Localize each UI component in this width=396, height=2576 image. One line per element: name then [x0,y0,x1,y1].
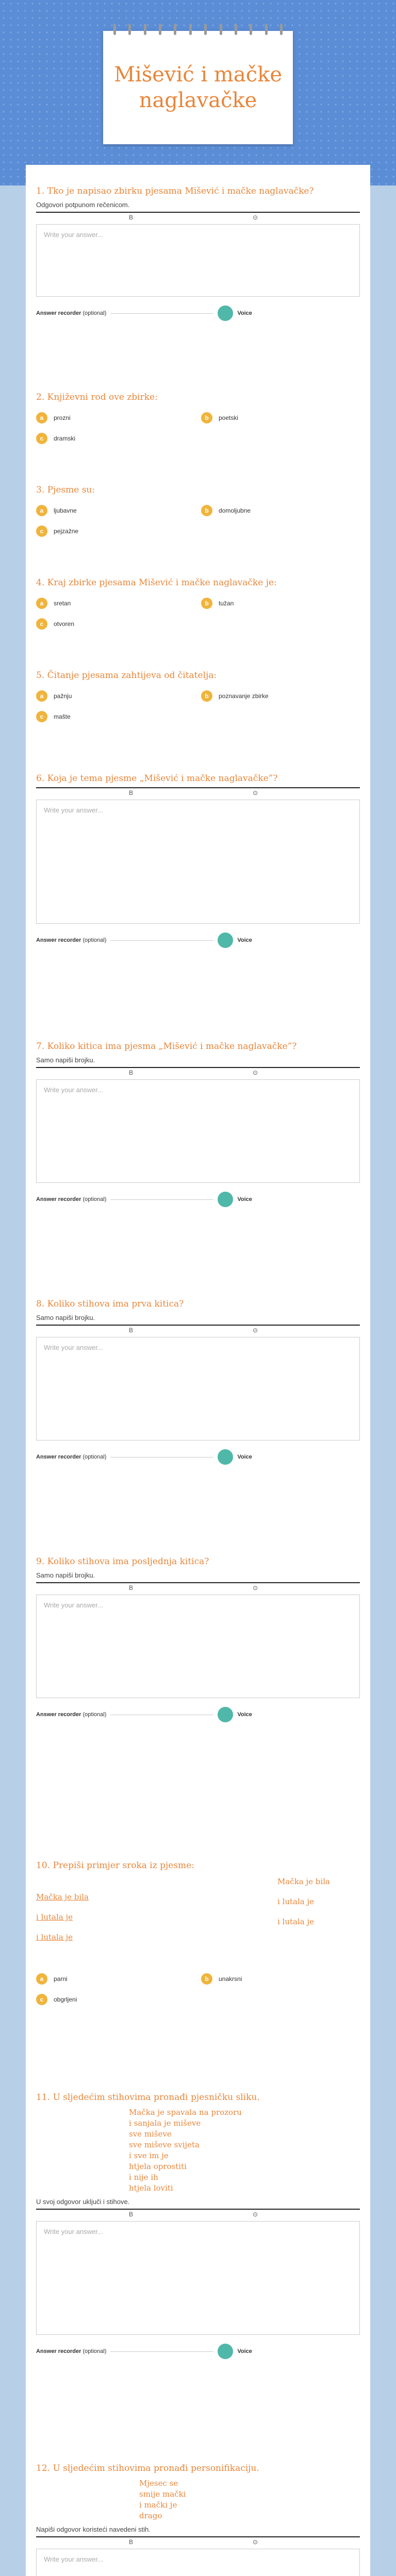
choice-label: mašte [54,713,71,720]
question-hint: Odgovori potpunom rečenicom. [36,201,130,209]
choice-label: ljubavne [54,507,77,514]
answer-textarea[interactable]: Write your answer... [36,2549,360,2576]
question-title: 9. Koliko stihova ima posljednja kitica? [36,1556,209,1567]
question-title: 2. Književni rod ove zbirke: [36,392,158,402]
question-title: 6. Koja je tema pjesme „Mišević i mačke naglavačke”? [36,773,278,784]
recorder-label: Answer recorder [36,1711,81,1718]
question-title: 11. U sljedećim stihovima pronađi pjesničku sliku. [36,2092,260,2103]
divider [110,2351,213,2352]
choice-a[interactable] [36,1972,68,1986]
choice-b[interactable] [201,689,269,703]
format-button[interactable]: ⊙ [253,1069,258,1076]
recorder-label: Answer recorder [36,937,81,943]
bold-button[interactable]: B [129,1069,134,1076]
poem-line: sve miševe [129,2129,172,2139]
voice-label: Voice [237,1454,252,1460]
choice-letter: a [36,690,47,702]
binder-ring [204,24,207,35]
mic-icon[interactable] [218,933,233,948]
bold-button[interactable]: B [129,214,134,221]
binder-ring [189,24,192,35]
binder-ring [144,24,146,35]
choice-letter: a [36,505,47,516]
choice-c[interactable] [36,710,71,723]
choice-letter: a [36,1973,47,1985]
poem-line: Mačka je bila [277,1877,330,1886]
choice-letter: c [36,711,47,722]
format-button[interactable]: ⊙ [253,789,258,796]
choice-letter: c [36,526,47,537]
editor-toolbar [36,787,360,800]
answer-recorder [36,931,360,950]
poem-line: smije mački [139,2489,186,2499]
choice-c[interactable] [36,432,75,445]
answer-recorder [36,1448,360,1466]
choice-label: domoljubne [219,507,251,514]
binder-ring [159,24,161,35]
choice-letter: a [36,412,47,423]
bold-button[interactable]: B [129,789,134,796]
question-title: 8. Koliko stihova ima prva kitica? [36,1299,184,1309]
choice-label: poetski [219,414,239,421]
mic-icon[interactable] [218,1449,233,1465]
binder-rings [113,24,283,36]
poem-line: htjela loviti [129,2183,173,2193]
question-3 [36,484,360,545]
binder-ring [128,24,131,35]
bold-button[interactable]: B [129,1584,134,1591]
question-11 [36,2092,360,2361]
binder-ring [280,24,283,35]
choice-label: parni [54,1975,68,1982]
editor-toolbar [36,212,360,225]
voice-label: Voice [237,310,252,316]
recorder-label: Answer recorder [36,1196,81,1202]
page-title: Mišević i mačke naglavačke [113,63,283,112]
divider [110,940,213,941]
divider [110,1199,213,1200]
choice-letter: b [201,690,212,702]
question-hint: Napiši odgovor koristeći navedeni stih. [36,2526,151,2533]
poem-link[interactable]: i lutala je [36,1912,73,1922]
poem-line: i lutala je [277,1897,315,1906]
voice-label: Voice [237,2348,252,2354]
format-button[interactable]: ⊙ [253,1584,258,1591]
recorder-optional: (optional) [82,1454,107,1460]
poem-line: i nije ih [129,2173,158,2182]
recorder-label: Answer recorder [36,1454,81,1460]
choice-a[interactable] [36,689,72,703]
choice-label: tužan [219,600,234,607]
divider [110,313,213,314]
choice-label: dramski [54,435,76,442]
choice-letter: b [201,598,212,609]
recorder-optional: (optional) [82,1196,107,1202]
question-2 [36,392,360,452]
answer-textarea[interactable]: Write your answer... [36,1337,360,1440]
question-5 [36,670,360,731]
mic-icon[interactable] [218,306,233,321]
poem-link[interactable]: i lutala je [36,1933,73,1942]
answer-recorder [36,304,360,323]
editor-toolbar [36,1067,360,1080]
editor-toolbar [36,2209,360,2222]
choice-c[interactable] [36,617,74,631]
format-button[interactable]: ⊙ [253,214,258,221]
choice-label: otvoren [54,620,75,628]
answer-recorder [36,2342,360,2361]
question-12 [36,2463,360,2576]
poem-line: htjela oprostiti [129,2162,187,2171]
choice-label: unakrsni [219,1975,242,1982]
poem-line: i lutala je [277,1917,315,1926]
choice-a[interactable] [36,504,77,517]
editor-toolbar [36,1325,360,1337]
choice-label: poznavanje zbirke [219,692,269,700]
editor-toolbar [36,1582,360,1595]
binder-ring [265,24,268,35]
choice-c[interactable] [36,524,78,538]
poem-line: Mjesec se [139,2479,178,2488]
choice-b[interactable] [201,411,238,425]
choice-a[interactable] [36,411,71,425]
poem [139,2478,360,2521]
choice-label: pažnju [54,692,72,700]
poem-line: i mački je [139,2500,177,2510]
poem [129,2107,360,2194]
mic-icon[interactable] [218,1707,233,1722]
title-card [103,31,293,144]
question-8 [36,1298,360,1466]
choice-c[interactable] [36,1993,77,2006]
worksheet [26,165,370,2576]
choice-letter: b [201,1973,212,1985]
recorder-optional: (optional) [82,2348,107,2354]
choice-letter: c [36,618,47,630]
binder-ring [174,24,176,35]
recorder-optional: (optional) [82,1711,107,1718]
answer-recorder [36,1190,360,1209]
question-1 [36,185,360,323]
question-hint: U svoj odgovor uključi i stihove. [36,2198,130,2206]
format-button[interactable]: ⊙ [253,2211,258,2218]
divider [110,1457,213,1458]
answer-textarea[interactable]: Write your answer... [36,800,360,924]
recorder-label: Answer recorder [36,310,81,316]
question-9 [36,1556,360,1724]
question-title: 7. Koliko kitica ima pjesma „Mišević i mačke naglavačke”? [36,1041,297,1052]
format-button[interactable]: ⊙ [253,2538,258,2546]
question-hint: Samo napiši brojku. [36,1056,95,1064]
question-10 [36,1860,360,2013]
voice-label: Voice [237,937,252,943]
answer-textarea[interactable]: Write your answer... [36,225,360,297]
question-title: 5. Čitanje pjesama zahtijeva od čitatelja: [36,670,217,681]
binder-ring [113,24,116,35]
voice-label: Voice [237,1711,252,1718]
binder-ring [235,24,237,35]
answer-textarea[interactable]: Write your answer... [36,1080,360,1183]
poem-line: sve miševe svijeta [129,2140,200,2149]
bold-button[interactable]: B [129,1327,134,1334]
choice-b[interactable] [201,597,234,610]
choice-letter: b [201,505,212,516]
question-7 [36,1041,360,1209]
choice-a[interactable] [36,597,71,610]
mic-icon[interactable] [218,1192,233,1207]
question-title: 12. U sljedećim stihovima pronađi personifikaciju. [36,2463,259,2473]
bold-button[interactable]: B [129,2211,134,2218]
choice-letter: b [201,412,212,423]
question-title: 3. Pjesme su: [36,485,95,495]
choice-b[interactable] [201,1972,242,1986]
poem-line: drago [139,2511,162,2520]
answer-textarea[interactable]: Write your answer... [36,2222,360,2335]
bold-button[interactable]: B [129,2538,134,2546]
answer-textarea[interactable]: Write your answer... [36,1595,360,1698]
question-title: 4. Kraj zbirke pjesama Mišević i mačke naglavačke je: [36,578,277,588]
question-6 [36,773,360,950]
format-button[interactable]: ⊙ [253,1327,258,1334]
choice-label: sretan [54,600,71,607]
question-hint: Samo napiši brojku. [36,1571,95,1579]
question-title: 10. Prepiši primjer sroka iz pjesme: [36,1860,194,1871]
choice-letter: a [36,598,47,609]
editor-toolbar [36,2536,360,2549]
choice-b[interactable] [201,504,251,517]
poem-line: Mačka je spavala na prozoru [129,2108,242,2117]
poem-link[interactable]: Mačka je bila [36,1892,89,1902]
choice-label: prozni [54,414,71,421]
choice-letter: c [36,433,47,444]
choice-label: pejzažne [54,528,79,535]
recorder-label: Answer recorder [36,2348,81,2354]
choice-label: obgrljeni [54,1996,77,2003]
poem-line: i sanjala je miševe [129,2119,201,2128]
voice-label: Voice [237,1196,252,1202]
question-hint: Samo napiši brojku. [36,1314,95,1321]
mic-icon[interactable] [218,2344,233,2359]
binder-ring [220,24,222,35]
recorder-optional: (optional) [82,310,107,316]
choice-letter: c [36,1994,47,2005]
poem-line: i sve im je [129,2151,169,2160]
question-4 [36,577,360,638]
question-title: 1. Tko je napisao zbirku pjesama Mišević i mačke naglavačke? [36,186,314,196]
binder-ring [250,24,252,35]
recorder-optional: (optional) [82,937,107,943]
answer-recorder [36,1705,360,1724]
